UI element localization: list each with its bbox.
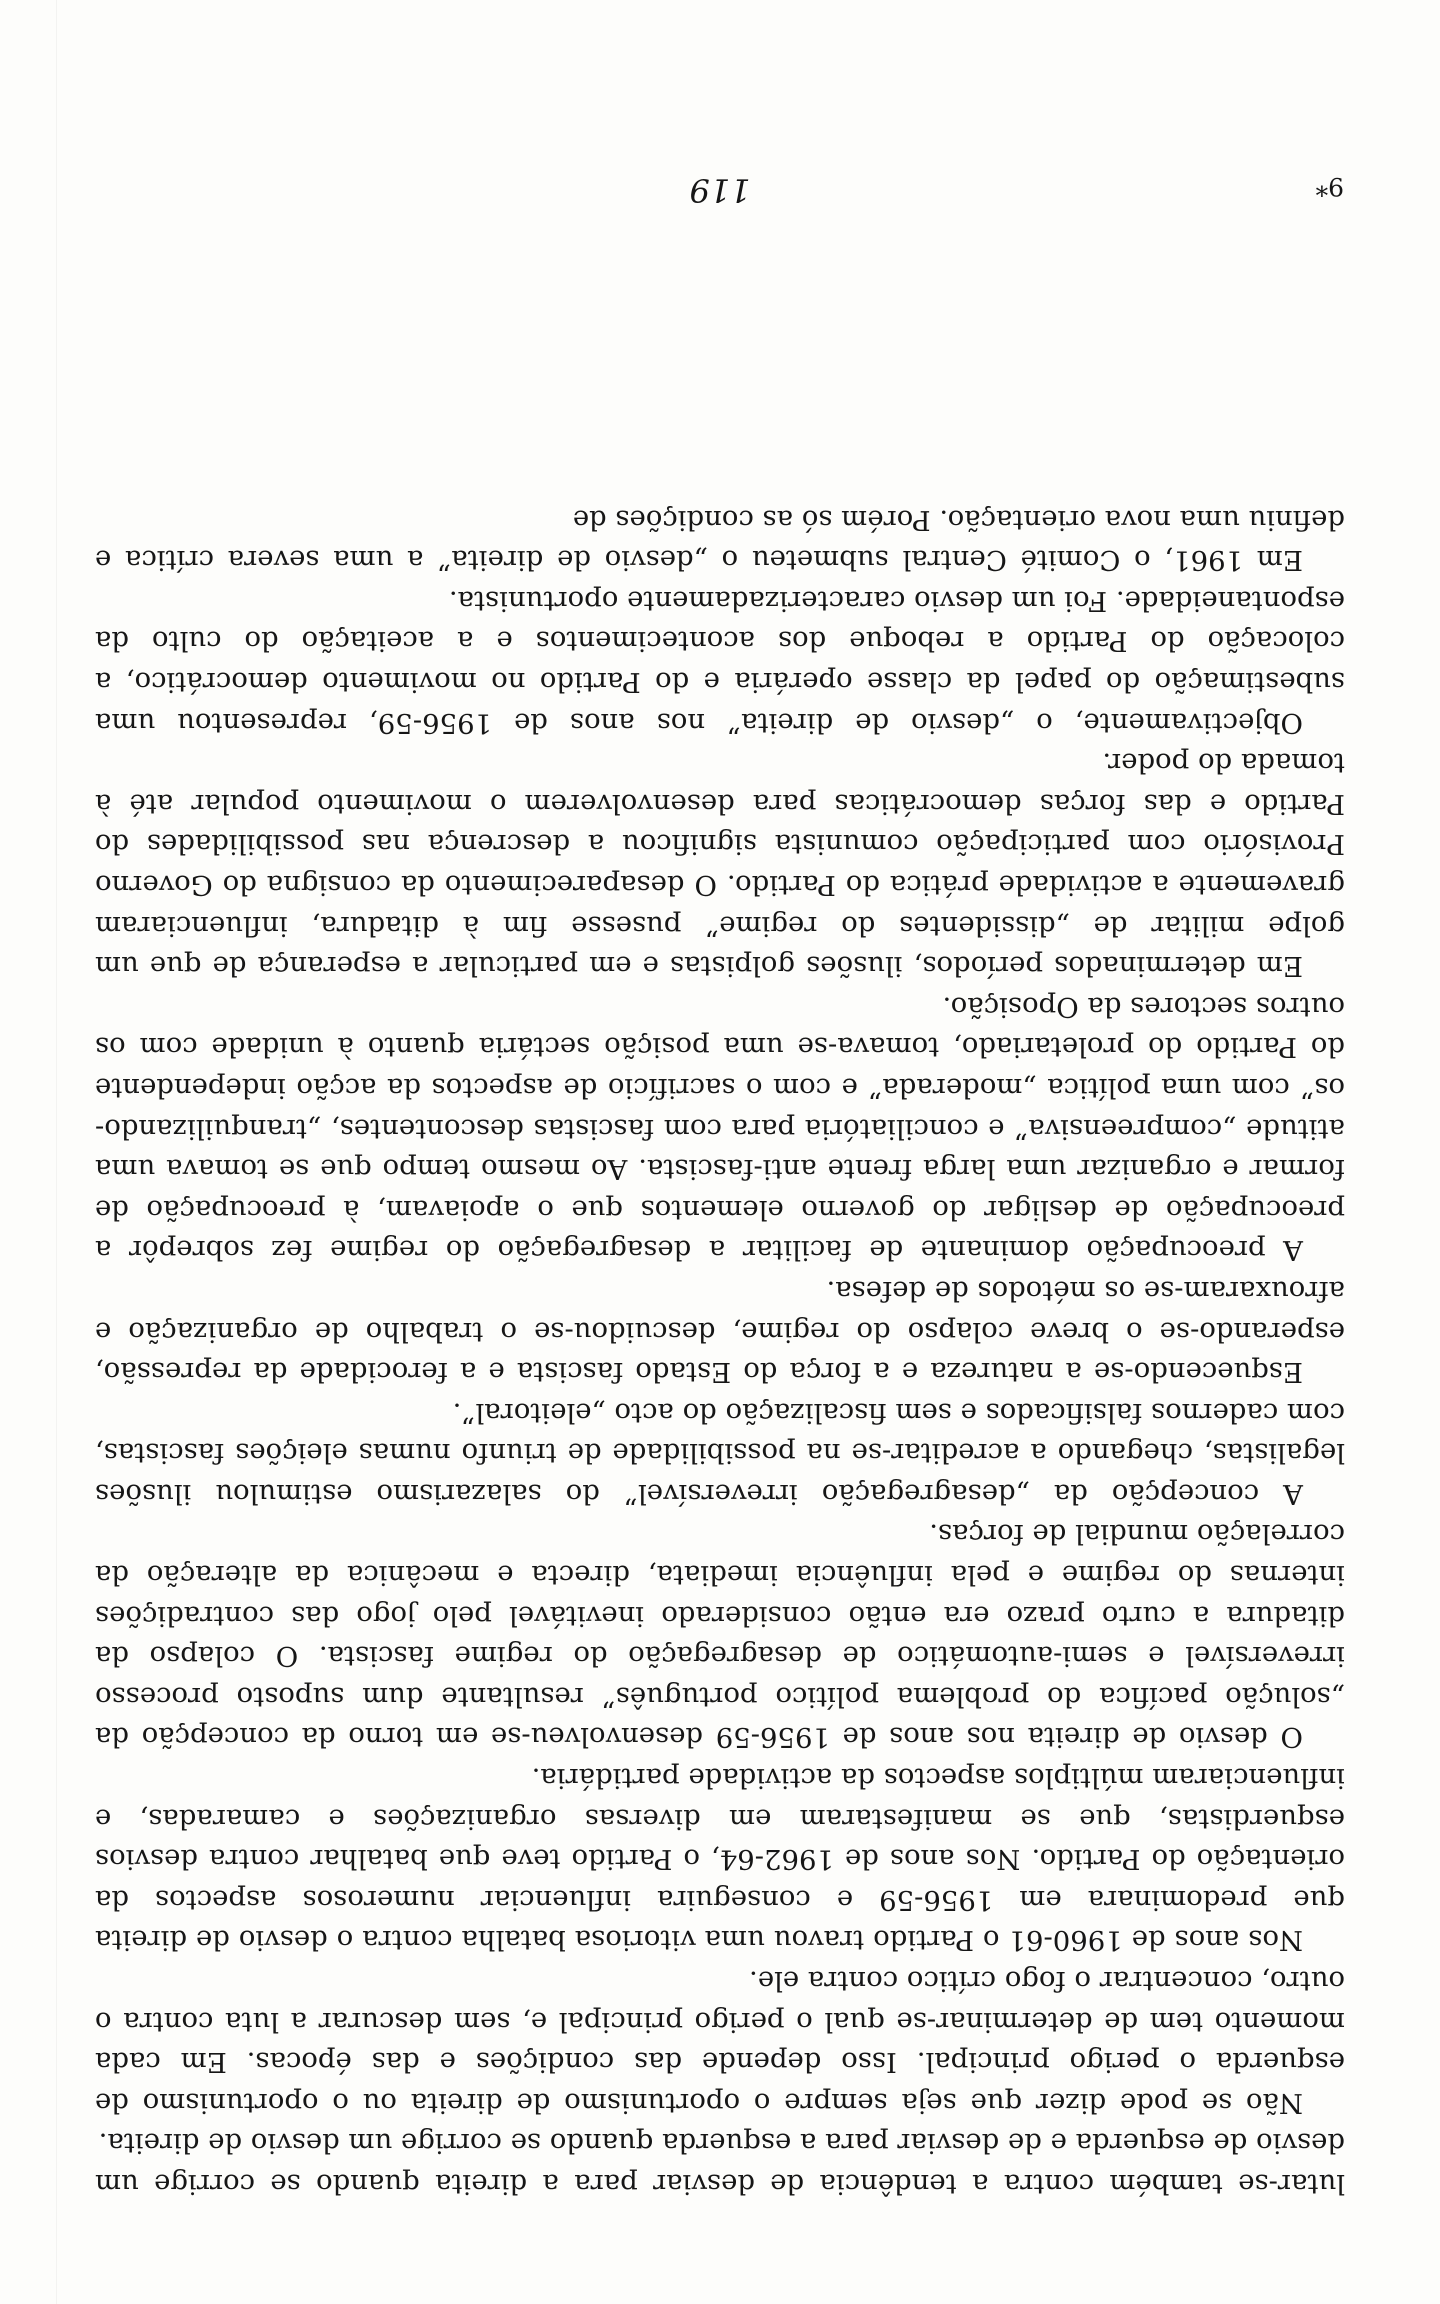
paragraph: lutar-se também contra a tendência de desviar para a direita quando se corrige um desvio de esquerda e de desviar para a esquerda quando se corrige um desvio de direita.	[95, 2127, 1345, 2200]
paragraph: O desvio de direita nos anos de 1956-59 desenvolveu-se em torno da concepção da „solução pacífica do problema político português” resultante dum suposto processo irreversível e semi-automático de desagregação do regime fascista. O colapso da ditadura a curto prazo era então considerado inevitável pelo jogo das contradições internas do regime e pela influência imediata, directa e mecânica da alteração da correlação mundial de forças.	[95, 1518, 1345, 1754]
paragraph: A concepção da „desagregação irreversível” do salazarismo estimulou ilusões legalistas, chegando a acreditar-se na possibilidade de triunfo numas eleições fascistas, com cadernos falsificados e sem fiscalização do acto „eleitoral”.	[95, 1396, 1345, 1510]
paragraph: Em 1961, o Comité Central submeteu o „desvio de direita” a uma severa crítica e definiu uma nova orientação. Porém só as condições de	[95, 503, 1345, 577]
body-text	[95, 499, 1345, 2204]
paragraph: Objectivamente, o „desvio de direita” nos anos de 1956-59, representou uma subestimação do papel da classe operária e do Partido no movimento democrático, a colocação do Partido a reboque dos acontecimentos e a aceitação do culto da espontaneidade. Foi um desvio caracterizadamente oportunista.	[95, 584, 1345, 739]
paragraph: A preocupação dominante de facilitar a desagregação do regime fez sobrepôr a preocupação de desligar do governo elementos que o apoiavam, à preocupação de formar e organizar uma larga frente anti-fascista. Ao mesmo tempo que se tomava uma atitude „compreensiva” e conciliatória para com fascistas descontentes, „tranquilizando-os” com uma política „moderada” e com o sacrifício de aspectos da acção independente do Partido do proletariado, tomava-se uma posição sectária quanto à unidade com os outros sectores da Oposição.	[95, 990, 1345, 1267]
page-number: 119	[689, 171, 751, 209]
paragraph: Em determinados períodos, ilusões golpistas e em particular a esperança de que um golpe militar de „dissidentes do regime” pusesse fim à ditadura, influenciaram gravemente a actividade prática do Partido. O desaparecimento da consigna do Governo Provisório com participação comunista significou a descrença nas possibilidades do Partido e das forças democráticas para desenvolverem o movimento popular até à tomada do poder.	[95, 747, 1345, 983]
signature-mark: 9*	[1315, 172, 1344, 201]
page-crease	[56, 0, 57, 2304]
paragraph: Não se pode dizer que seja sempre o oportunismo de direita ou o oportunismo de esquerda o perigo principal. Isso depende das condições e das épocas. Em cada momento tem de determinar-se qual o perigo principal e, sem descurar a luta contra o outro, concentrar o fogo crítico contra ele.	[95, 1965, 1345, 2119]
paragraph: Nos anos de 1960-61 o Partido travou uma vitoriosa batalha contra o desvio de direita que predominara em 1956-59 e conseguira influenciar numerosos aspectos da orientação do Partido. Nos anos de 1962-64, o Partido teve que batalhar contra desvios esquerdistas, que se manifestaram em diversas organizações e camaradas, e influenciaram múltiplos aspectos da actividade partidária.	[95, 1762, 1345, 1957]
paragraph: Esquecendo-se a natureza e a força do Estado fascista e a ferocidade da repressão, esperando-se o breve colapso do regime, descuidou-se o trabalho de organização e afrouxaram-se os métodos de defesa.	[95, 1274, 1345, 1389]
